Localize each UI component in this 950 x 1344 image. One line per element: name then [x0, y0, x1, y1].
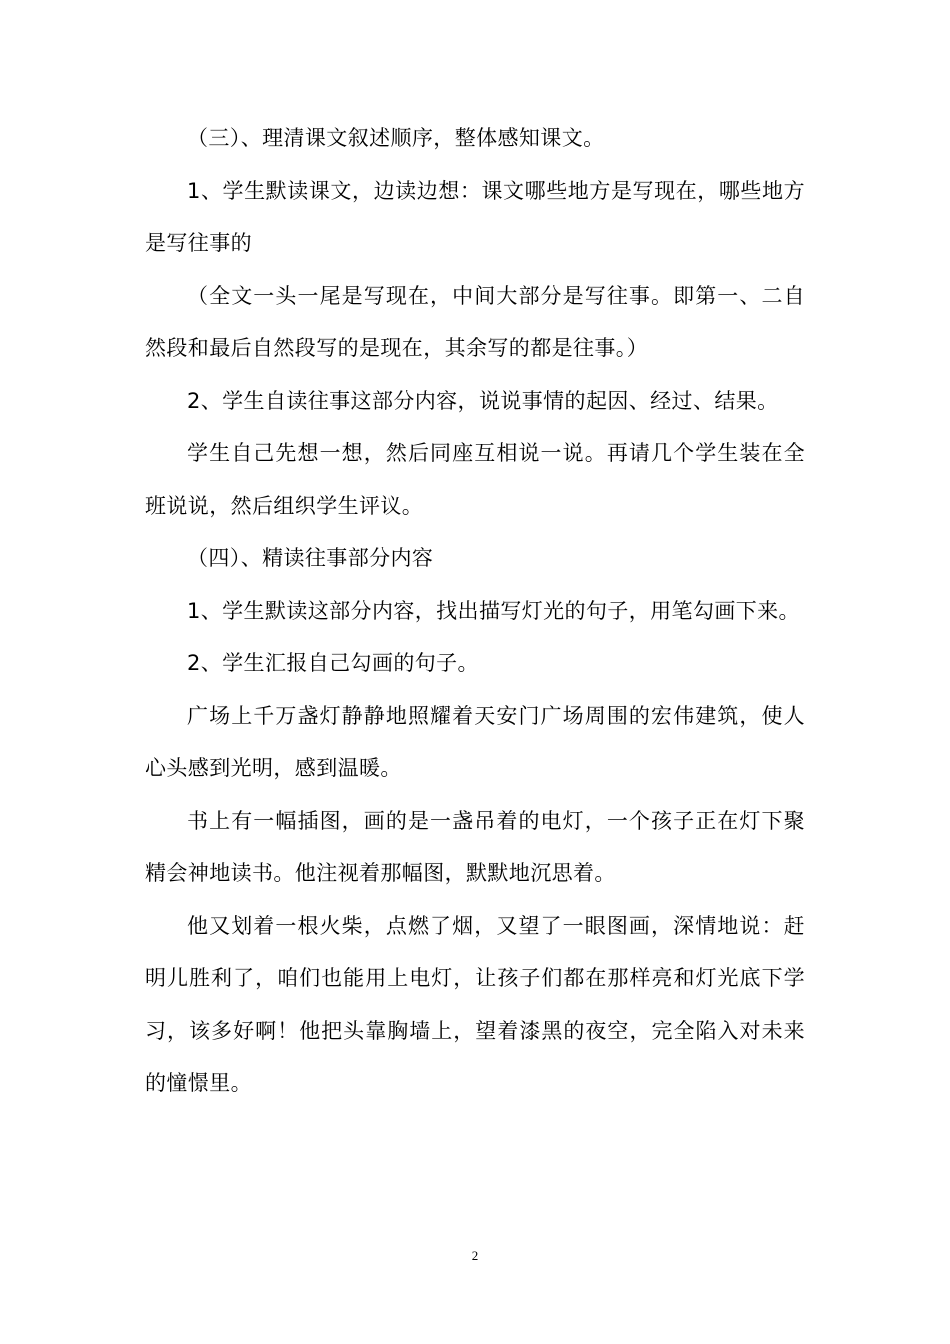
paragraph-2: （全文一头一尾是写现在，中间大部分是写往事。即第一、二自然段和最后自然段写的是现在，其余写的都是往事。）	[145, 283, 805, 360]
paragraph-7: 2、学生汇报自己勾画的句子。	[187, 651, 479, 675]
paragraph-6: 1、学生默读这部分内容，找出描写灯光的句子，用笔勾画下来。	[187, 598, 800, 623]
section-heading-3: （三）、理清课文叙述顺序，整体感知课文。	[187, 126, 605, 150]
page-number: 2	[471, 1248, 479, 1263]
paragraph-4: 学生自己先想一想，然后同座互相说一说。再请几个学生装在全班说说，然后组织学生评议。	[145, 441, 805, 518]
paragraph-3: 2、学生自读往事这部分内容，说说事情的起因、经过、结果。	[187, 388, 779, 413]
paragraph-10: 他又划着一根火柴，点燃了烟，又望了一眼图画，深情地说：赶明儿胜利了，咱们也能用上电灯，让孩子们都在那样亮和灯光底下学习，该多好啊！他把头靠胸墙上，望着漆黑的夜空，完全陷入对未来的憧憬里。	[145, 913, 805, 1095]
document-body	[145, 112, 805, 1110]
paragraph-9: 书上有一幅插图，画的是一盏吊着的电灯，一个孩子正在灯下聚精会神地读书。他注视着那幅图，默默地沉思着。	[145, 808, 805, 885]
section-heading-4: （四）、精读往事部分内容	[187, 546, 434, 570]
paragraph-1: 1、学生默读课文，边读边想：课文哪些地方是写现在，哪些地方是写往事的	[145, 178, 805, 255]
paragraph-8: 广场上千万盏灯静静地照耀着天安门广场周围的宏伟建筑，使人心头感到光明，感到温暖。	[145, 703, 805, 780]
